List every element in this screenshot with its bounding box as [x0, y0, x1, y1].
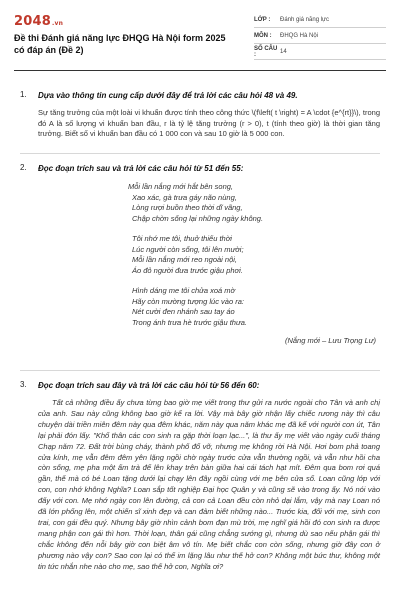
section-divider: [20, 370, 380, 371]
meta-value: Đánh giá năng lực: [280, 16, 330, 23]
poem-line: Mỗi lần nắng mới hắt bên song,: [128, 182, 234, 191]
section-heading: Đọc đoạn trích sau đây và trả lời các câu hỏi từ 56 đến 60:: [38, 381, 260, 390]
poem-stanza: [128, 234, 380, 276]
poem-line: Nét cười đen nhánh sau tay áo: [132, 307, 235, 316]
section-number: 2.: [20, 163, 27, 172]
logo-main: 2048: [14, 14, 51, 29]
document-title: Đề thi Đánh giá năng lực ĐHQG Hà Nội form 2025 có đáp án (Đề 2): [14, 33, 226, 55]
section-number: 1.: [20, 90, 27, 99]
page-header: [14, 10, 386, 66]
section-divider: [20, 153, 380, 154]
poem-stanza: [128, 286, 380, 328]
poem-excerpt: [128, 182, 380, 328]
logo-sub: .vn: [51, 20, 64, 27]
prose-excerpt: Tất cả những điều ấy chưa từng bao giờ mẹ viết trong thư gửi ra nước ngoài cho Tân và anh chị của anh. Sau này cũng không bao giờ kể ra lời. Vậy mà bây giờ nhận lấy chiếc rương này thì câu chuyện dài triền miên đêm này qua đêm khác, năm này qua năm khác mẹ đã kể với người con út, Tân lại phải đón lấy. "Khổ thân các con sinh ra gặp thời loạn lạc...", là thư ấy mẹ viết vào ngày cuối tháng Chạp năm 72. Đất trời bùng cháy, thành phố đổ vỡ, nhưng mẹ không rời Hà Nội. Hơi bom phả toang cửa kính, mẹ vẫn đêm đêm yên lặng ngồi chờ ngày trước cửa vẫn thường ngồi, và vẫn như hồi cha còn sống, mẹ pha một ấm trà để lên khay trên bàn giữa hai cái tách hạt mít. Đêm qua bom rơi quá gần, thế mà có bé Loan tặng dưới lại chạy lên đây ngồi cùng với mẹ bên cửa sổ. Loan cũng lớp với con, con nhớ không Nghĩa? Loan sắp tốt nghiệp Đại học Quân y và cũng sẽ vào trong ấy. Nó nói vào đấy với con. Mẹ nhớ ngày con lên đường, cả con cả Loan đều còn nhỏ dại lắm, vậy mà nay Loan nó đã lớn phổng lên, một chiến sĩ xinh đẹp và can đảm biết những nào... Trước kia, đối với mẹ, sinh con trai, con gái đều quý. Nhưng bây giờ nhìn cảnh bom đạn mù trời, mẹ nghĩ giá hồi đó con sinh ra được mang phận con gái thì hơn. Thời loạn, thân gái cũng chẳng sướng gì, nhưng dù sao nếu phận gái thì chắc không đến nỗi bây giờ con biệt âm vô tín. Mẹ biết chắc con còn sống, nhưng giờ đây con ở phương nào vậy con? Sao con lại có thể im lặng lâu như thế hở con? Không một bức thư, không một tin tức nhắn nhe nào cho mẹ, sao thế hở con, Nghĩa ơi?: [38, 398, 380, 571]
section-heading: Đọc đoạn trích sau và trả lời các câu hỏi từ 51 đến 55:: [38, 164, 244, 173]
meta-row-question-count: [254, 44, 386, 60]
meta-value: ĐHQG Hà Nội: [280, 32, 319, 39]
header-divider: [14, 70, 386, 71]
poem-line: Xao xác, gà trưa gáy não nùng,: [132, 192, 237, 202]
meta-value: 14: [280, 48, 287, 55]
meta-row-class: [254, 12, 386, 28]
section-number: 3.: [20, 380, 27, 389]
poem-line: Tôi nhớ me tôi, thuở thiếu thời: [132, 234, 232, 243]
meta-label: LỚP :: [254, 16, 271, 23]
exam-meta-table: [254, 12, 386, 60]
site-logo[interactable]: [14, 14, 63, 29]
poem-line: Lúc người còn sống, tôi lên mười;: [132, 244, 244, 254]
question-section-2: [20, 163, 380, 345]
poem-line: Hãy còn mường tượng lúc vào ra:: [132, 296, 244, 306]
section-paragraph: Sự tăng trưởng của một loài vi khuẩn được tính theo công thức \(f\left( t \right) = A \cdot {e^{rt}}\), trong đó A là số lượng vi khuẩn ban đầu, r là tỷ lệ tăng trưởng (r > 0), t (tính theo giờ) là thời gian tăng trưởng. Biết số vi khuẩn ban đầu có 1 000 con và sau 10 giờ là 5 000 con.: [38, 108, 380, 138]
poem-line: Chập chờn sống lại những ngày không.: [132, 213, 264, 223]
question-section-3: [20, 380, 380, 573]
poem-line: Hình dáng me tôi chửa xoá mờ: [132, 286, 236, 295]
poem-line: Lòng rượi buồn theo thời dĩ vãng,: [132, 203, 243, 212]
poem-line: Áo đỏ người đưa trước giậu phơi.: [132, 265, 243, 275]
poem-source: (Nắng mới – Lưu Trọng Lư): [284, 336, 376, 345]
meta-label: SỐ CÂU :: [254, 45, 278, 58]
meta-label: MÔN :: [254, 32, 272, 39]
poem-stanza: [128, 182, 380, 224]
question-section-1: [20, 90, 380, 140]
section-heading: Dựa vào thông tin cung cấp dưới đây để trả lời các câu hỏi 48 và 49.: [38, 91, 298, 100]
meta-row-subject: [254, 28, 386, 44]
poem-line: Trong ánh trưa hè trước giậu thưa.: [132, 317, 247, 327]
poem-line: Mỗi lần nắng mới reo ngoài nội,: [132, 255, 238, 264]
